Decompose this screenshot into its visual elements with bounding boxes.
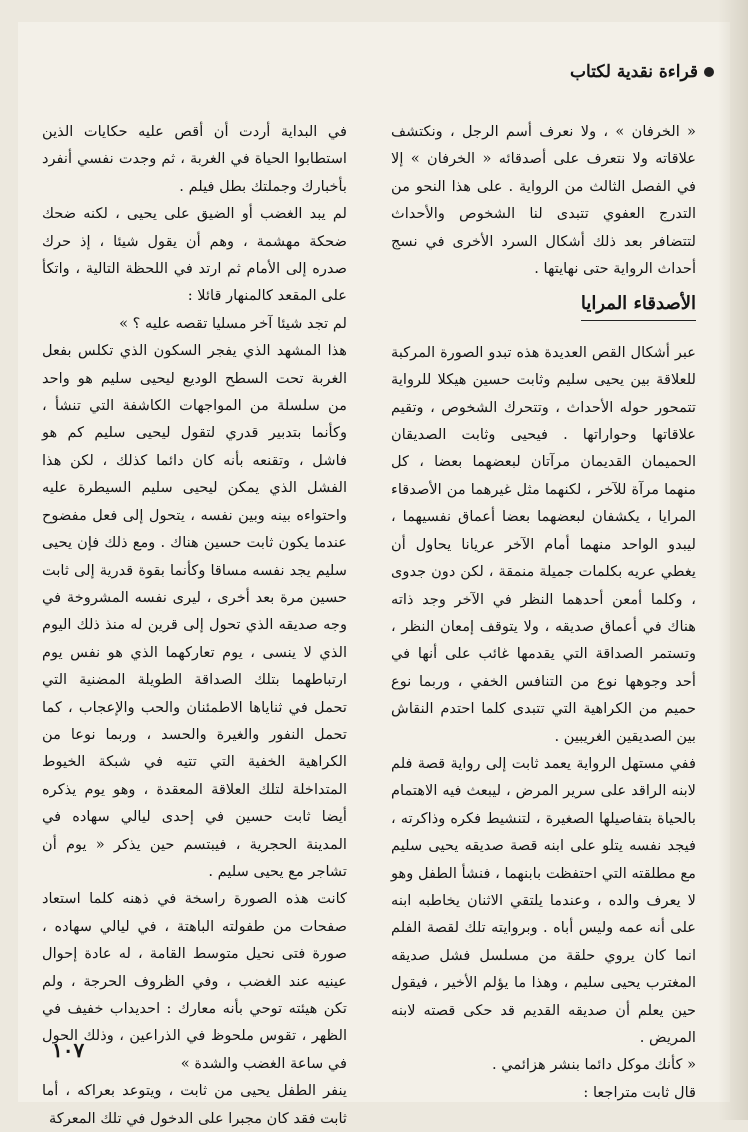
running-head: [570, 62, 714, 82]
left-column: [42, 118, 347, 1132]
section-heading: الأصدقاء المرايا: [581, 290, 696, 320]
paragraph: قال ثابت متراجعا :: [583, 1083, 696, 1101]
paragraph: في البداية أردت أن أقص عليه حكايات الذين استطابوا الحياة في الغربة ، ثم وجدت نفسي أنفرد بأخبارك وجملتك بطل فيلم .: [42, 123, 347, 195]
paragraph: ينفر الطفل يحيى من ثابت ، ويتوعد بعراكه ، أما ثابت فقد كان مجبرا على الدخول في تلك المعركة: [42, 1082, 347, 1127]
paragraph: « الخرفان » ، ولا نعرف أسم الرجل ، ونكتشف علاقاته ولا نتعرف على أصدقائه « الخرفان » إلا في الفصل الثالث من الرواية . على هذا النحو من التدرج العفوي تتبدى لنا الشخوص والأحداث لتتضافر بعد ذلك أشكال السرد الأخرى في نسج أحداث الرواية حتى نهايتها .: [391, 123, 696, 278]
paragraph: هذا المشهد الذي يفجر السكون الذي تكلس بفعل الغربة تحت السطح الوديع ليحيى سليم هو واحد من سلسلة من المواجهات الكاشفة التي تنشأ ، وكأنما بتدبير قدري لتقول ليحيى سليم كم هو فاشل ، وتقنعه بأنه كان دائما كذلك ، لكن هذا الفشل الذي يمكن ليحيى سليم السيطرة عليه واحتواءه بينه وبين نفسه ، يتحول إلى فعل مفضوح عندما يكون ثابت حسين هناك . ومع ذلك فإن يحيى سليم يجد نفسه مساقا وكأنما بقوة قدرية إلى ثابت حسين مرة بعد أخرى ، ليرى نفسه المشروخة في وجه صديقه الذي تحول إلى قرين له منذ ذلك اليوم الذي لا ينسى ، يوم تعاركهما الذي هو نفس يوم ارتباطهما بتلك الصداقة الطويلة المضنية التي تحمل في ثناياها الاطمئنان والحب والإعجاب ، كما تحمل النفور والغيرة والحسد ، وربما نوعا من الكراهية الخفية التي تتيه في شبكة الخيوط المتداخلة لتلك العلاقة المعقدة ، وهو يوم يذكره أيضا ثابت حسين في إحدى ليالي سهاده في المدينة الحجرية ، فيبتسم حين يذكر « يوم أن تشاجر مع يحيى سليم .: [42, 342, 347, 880]
paragraph: لم تجد شيئا آخر مسليا تقصه عليه ؟ »: [119, 314, 347, 332]
paragraph: عبر أشكال القص العديدة هذه تبدو الصورة المركبة للعلاقة بين يحيى سليم وثابت حسين هيكلا للرواية تتمحور حوله الأحداث ، وتتحرك الشخوص ، وتقيم علاقاتها وحواراتها . فيحيى وثابت الصديقان الحميمان القديمان مرآتان لبعضهما بعضا ، كل منهما مرآة للآخر ، لكنهما مثل غيرهما من الأصدقاء المرايا ، يكشفان لبعضهما بعضا أعماق نفسيهما ، ليبدو الواحد منهما أمام الآخر عريانا يحاول أن يغطي عريه بكلمات جميلة منمقة ، لكن دون جدوى ، وكلما أمعن أحدهما النظر في الآخر وجد ذاته هناك في أعماق صديقه ، ولا يتوقف إمعان النظر ، وتستمر الصداقة التي يقدمها غائب على أنها في أحد وجوهها نوع من التنافس الخفي ، وربما نوع حميم من الكراهية التي تتبدى كلما احتدم النقاش بين الصديقين الغريبين .: [391, 343, 696, 745]
bullet-icon: [704, 67, 714, 77]
paragraph: لم يبد الغضب أو الضيق على يحيى ، لكنه ضحك ضحكة مهشمة ، وهم أن يقول شيئا ، إذ حرك صدره إلى الأمام ثم ارتد في اللحظة التالية ، واتكأ على المقعد كالمنهار قائلا :: [42, 205, 347, 305]
page-number: ١٠٧: [52, 1038, 85, 1062]
quote: « كأنك موكل دائما بنشر هزائمي .: [491, 1056, 696, 1074]
right-column: [391, 118, 696, 1106]
paragraph: كانت هذه الصورة راسخة في ذهنه كلما استعاد صفحات من طفولته الباهتة ، في ليالي سهاده ، صورة فتى نحيل متوسط القامة ، له عادة إحوال عينيه عند الغضب ، وفي الظروف الحرجة ، ولم تكن هيئته توحي بأنه معارك : احديداب خفيف في الظهر ، تقوس ملحوظ في الذراعين ، وذلك الحول في ساعة الغضب والشدة »: [42, 890, 347, 1072]
paragraph: ففي مستهل الرواية يعمد ثابت إلى رواية قصة فلم لابنه الراقد على سرير المرض ، ليبعث فيه الاهتمام بالحياة بتفاصيلها الصغيرة ، لتنشيط فكره وذاكرته ، فيجد نفسه يتلو على ابنه قصة صديقه يحيى سليم مع مطلقته التي احتفظت بابنهما ، فنشأ الطفل وهو لا يعرف والده ، وعندما يلتقي الاثنان يخاطبه ابنه على أنه عمه وليس أباه . وبروايته تلك لقصة الفلم انما كان يروي حلقة من مسلسل فشل صديقه المغترب يحيى سليم ، وهذا ما يؤلم الأخير ، فيقول حين يعلم أن صديقه القديم قد حكى قصته لابنه المريض .: [391, 754, 696, 1046]
page-gutter-shadow: [718, 0, 748, 1120]
running-title: قراءة نقدية لكتاب: [570, 62, 698, 82]
